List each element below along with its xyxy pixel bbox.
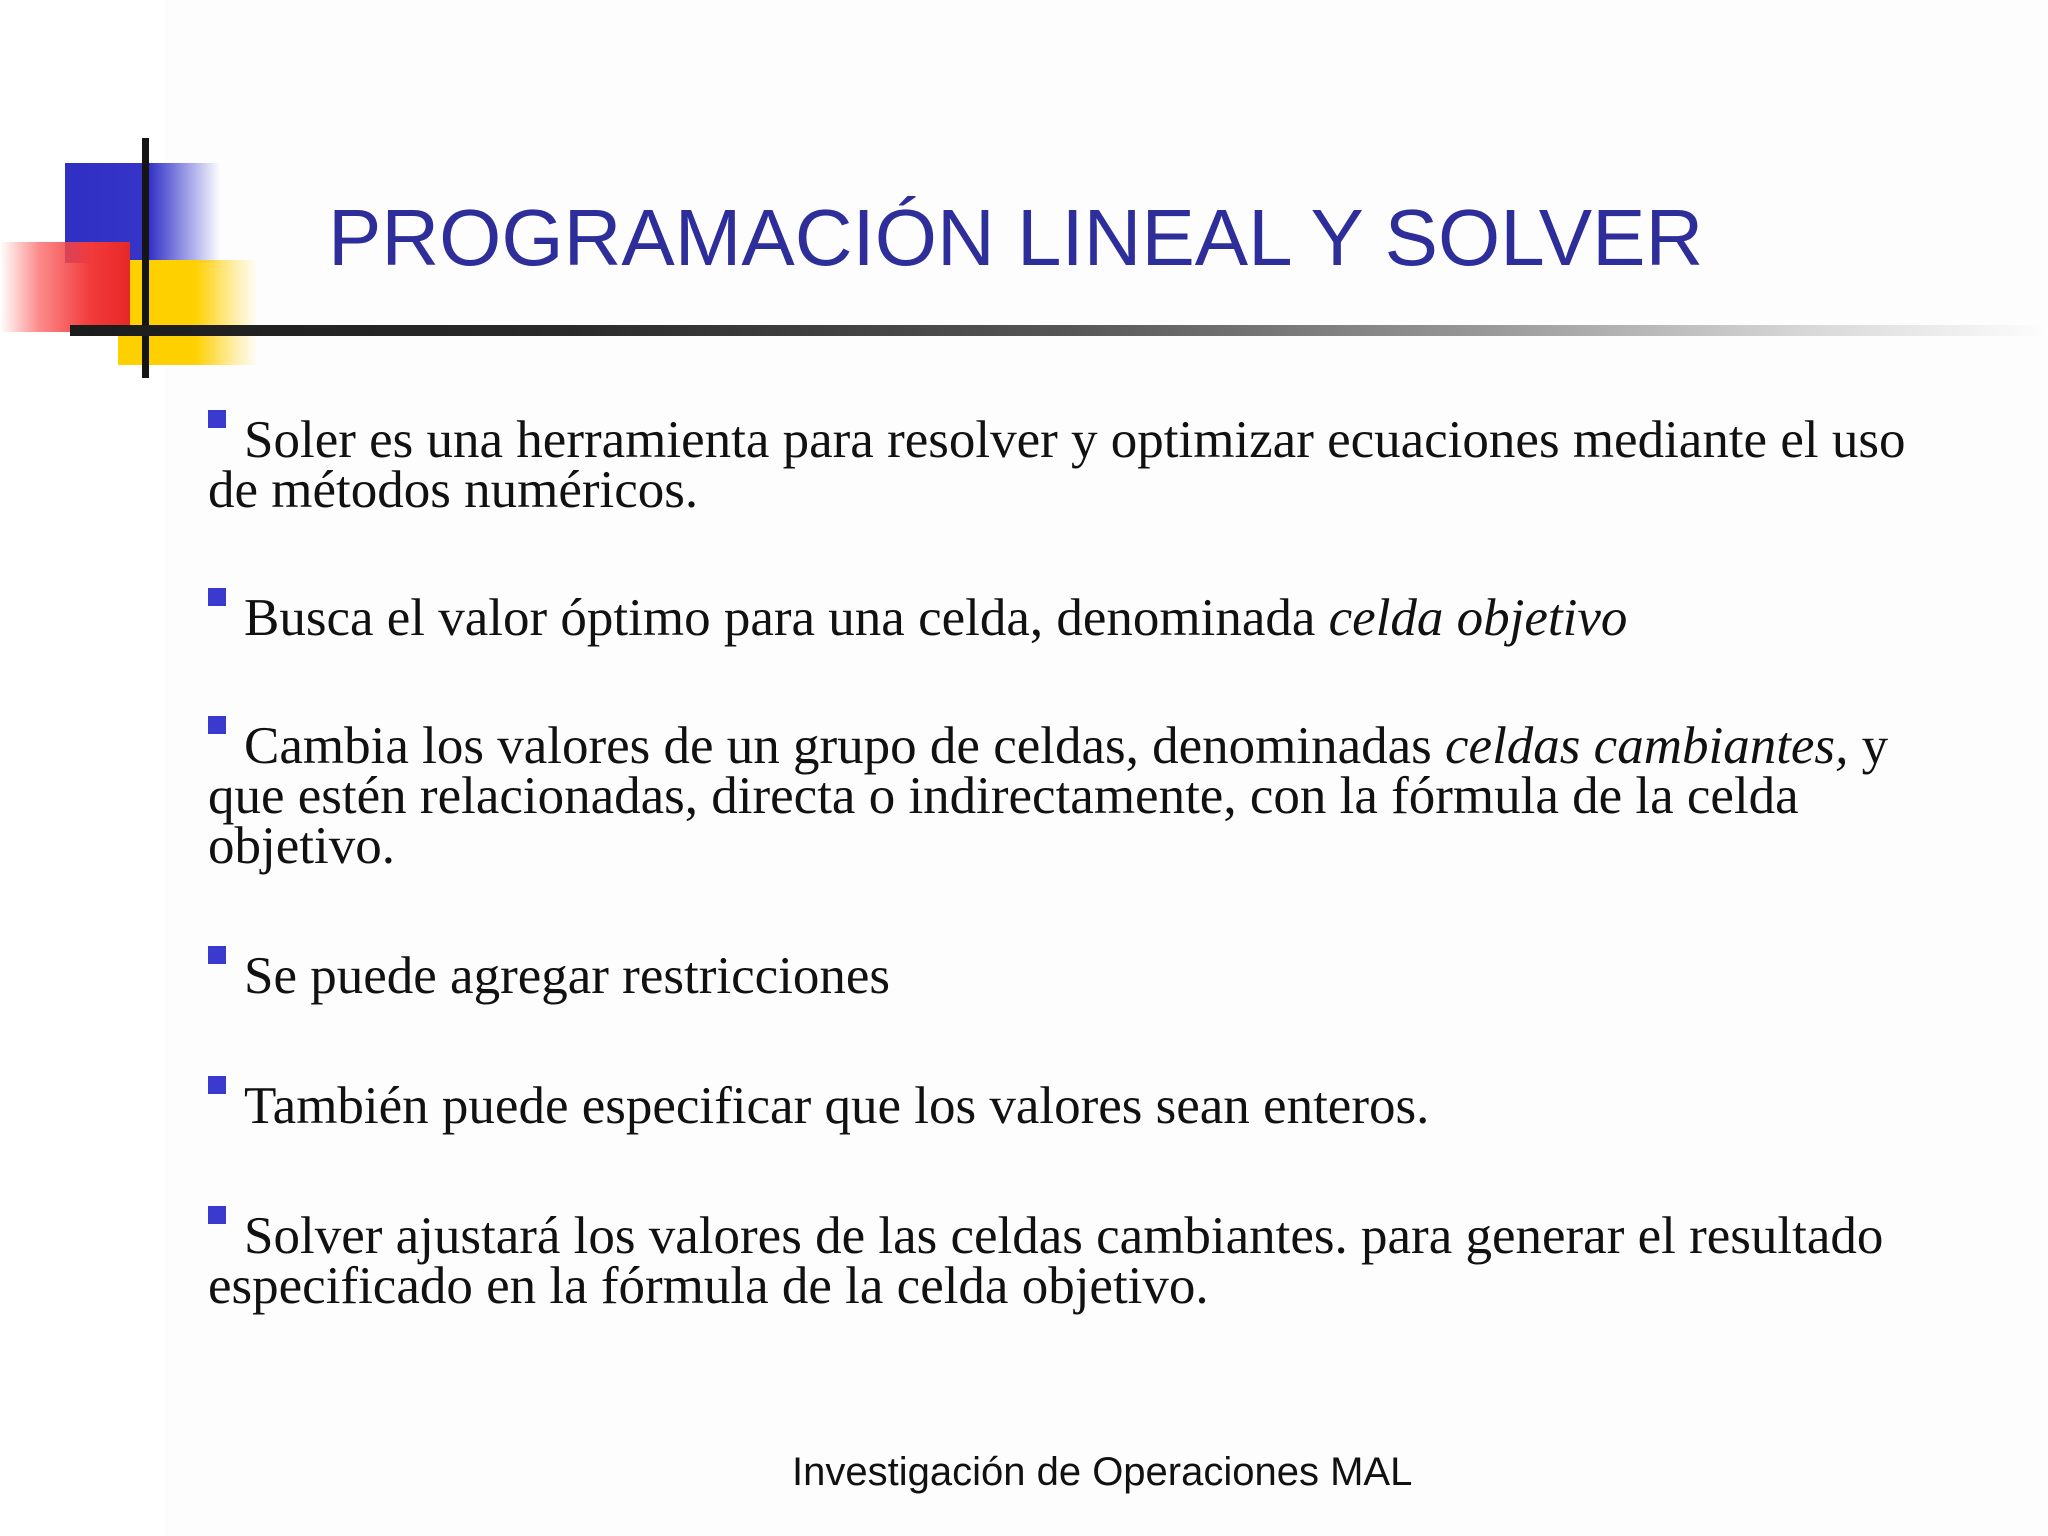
bullet-item — [208, 1206, 1908, 1316]
slide-title: PROGRAMACIÓN LINEAL Y SOLVER — [328, 193, 1704, 282]
logo-yellow-square — [118, 260, 258, 365]
bullet-text: Soler es una herramienta para resolver y optimizar ecuaciones mediante el uso de métodos numéricos. — [208, 411, 1906, 520]
bullet-item — [208, 410, 1908, 520]
bullet-text: Se puede agregar restricciones — [244, 947, 890, 1006]
bullet-square-icon — [208, 946, 226, 964]
bullet-text-italic: celdas cambiantes, — [1445, 717, 1849, 776]
bullet-item — [208, 946, 1908, 1006]
title-rule — [70, 325, 2048, 336]
slide-footer: Investigación de Operaciones MAL — [792, 1450, 1413, 1494]
bullet-square-icon — [208, 1076, 226, 1094]
bullet-text: Cambia los valores de un grupo de celdas, denominadas — [244, 717, 1446, 776]
bullet-text: Busca el valor óptimo para una celda, denominada — [244, 589, 1329, 648]
bullet-square-icon — [208, 716, 226, 734]
bullet-item — [208, 1076, 1908, 1136]
logo-red-square — [0, 242, 130, 332]
bullet-item — [208, 716, 1908, 876]
bullet-square-icon — [208, 410, 226, 428]
bullet-square-icon — [208, 588, 226, 606]
bullet-square-icon — [208, 1206, 226, 1224]
logo-vertical-line — [142, 138, 149, 378]
bullet-text-italic: celda objetivo — [1328, 589, 1628, 648]
bullet-item — [208, 588, 1908, 648]
bullet-text-continued: y que estén relacionadas, directa o indirectamente, con la fórmula de la celda objetivo. — [208, 717, 1889, 876]
bullet-text: Solver ajustará los valores de las celdas cambiantes. para generar el resultado especificado en la fórmula de la celda objetivo. — [208, 1207, 1884, 1316]
bullet-text: También puede especificar que los valores sean enteros. — [244, 1077, 1430, 1136]
